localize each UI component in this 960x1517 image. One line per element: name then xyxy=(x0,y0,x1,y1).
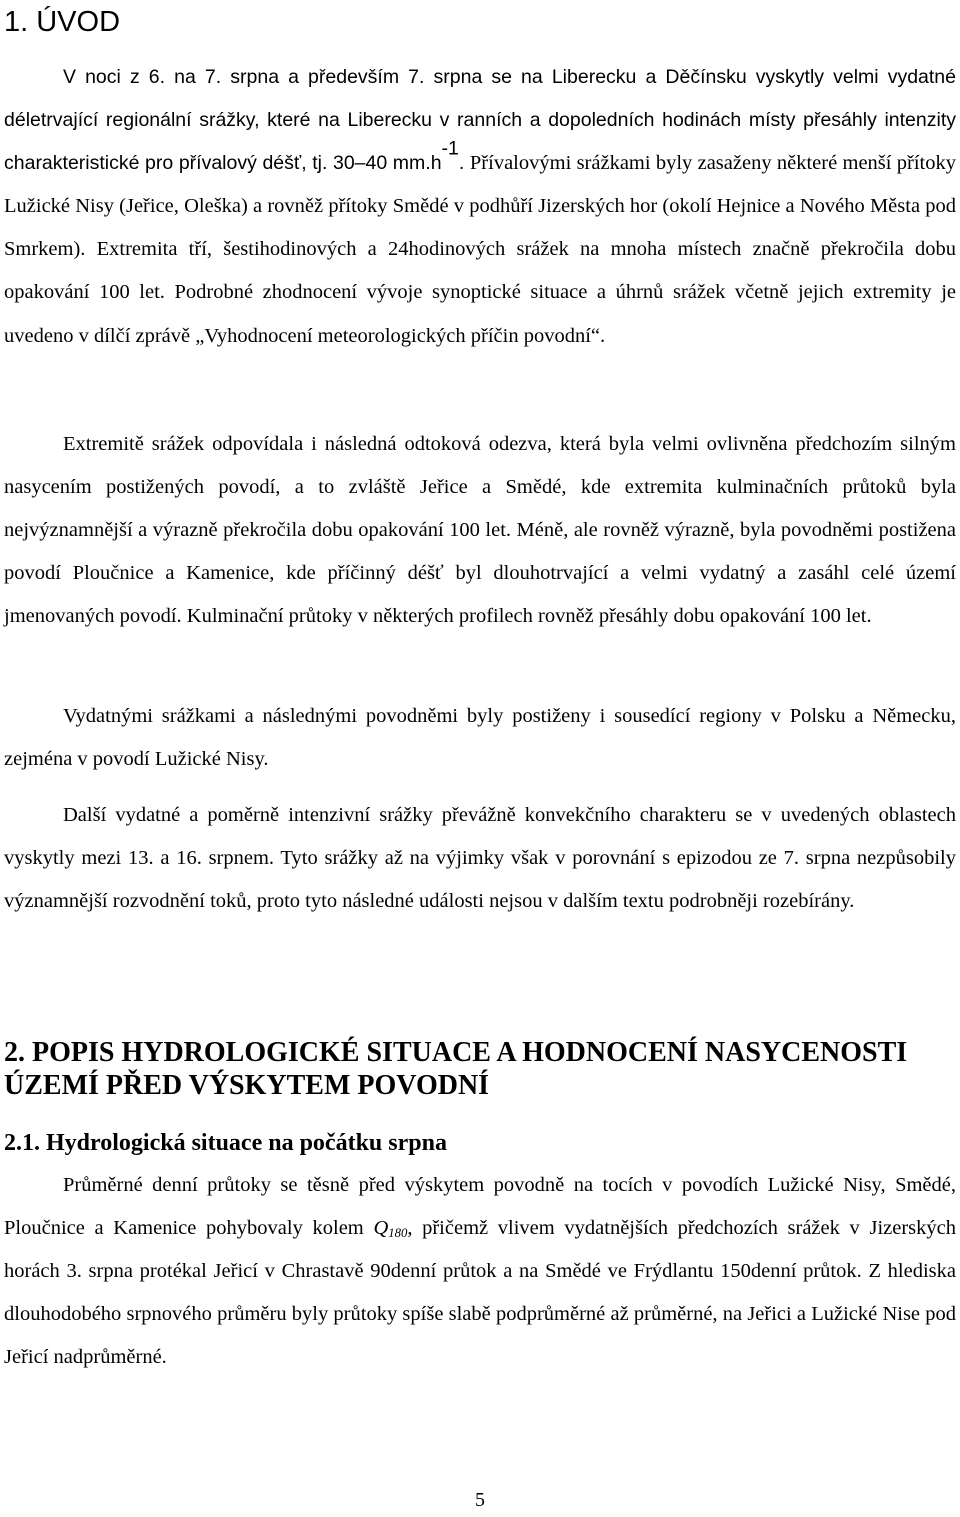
paragraph-mean-discharges xyxy=(4,1164,956,1379)
subsection-heading-august: 2.1. Hydrologická situace na počátku srpna xyxy=(4,1130,447,1156)
paragraph-discharges-part1: Průměrné denní průtoky se těsně před výskytem povodně na tocích v povodích Lužické Nisy, Smědé, Ploučnice a Kamenice pohybovaly kolem xyxy=(4,1174,956,1240)
unit-exponent: -1 xyxy=(441,137,459,160)
paragraph-runoff-response: Extremitě srážek odpovídala i následná odtoková odezva, která byla velmi ovlivněna předchozím silným nasycením postižených povodí, a to zvláště Jeřice a Smědé, kde extremita kulminačních průtoků byla nejvýznamnější a výrazně překročila dobu opakování 100 let. Méně, ale rovněž výrazně, byla povodněmi postižena povodí Ploučnice a Kamenice, kde příčinný déšť byl dlouhotrvající a velmi vydatný a zasáhl celé území jmenovaných povodí. Kulminační průtoky v některých profilech rovněž přesáhly dobu opakování 100 let. xyxy=(4,433,956,628)
paragraph-intro-part2: Přívalovými srážkami byly zasaženy některé menší přítoky Lužické Nisy (Jeřice, Oleška) a rovněž přítoky Smědé v podhůří Jizerských hor (okolí Hejnice a Nového Města pod Smrkem). Extremita tří, šestihodinových a 24hodinových srážek na mnoha místech značně překročila dobu opakování 100 let. Podrobné zhodnocení vývoje synoptické situace a úhrnů srážek včetně jejich extremity je uvedeno v dílčí zprávě „Vyhodnocení meteorologických příčin povodní“. xyxy=(4,152,956,347)
section-heading-hydrology: 2. POPIS HYDROLOGICKÉ SITUACE A HODNOCENÍ NASYCENOSTI ÚZEMÍ PŘED VÝSKYTEM POVODNÍ xyxy=(4,1037,908,1101)
paragraph-neighbouring-regions: Vydatnými srážkami a následnými povodněmi byly postiženy i sousedící regiony v Polsku a Německu, zejména v povodí Lužické Nisy. xyxy=(4,705,956,771)
discharge-subscript: 180 xyxy=(388,1226,408,1241)
paragraph-intro-part1: V noci z 6. na 7. srpna a především 7. srpna se na Liberecku a Děčínsku vyskytly velmi vydatné déletrvající regionální srážky, které na Liberecku v ranních a dopoledních hodinách místy přesáhly intenzity charakteristické pro přívalový déšť, tj. 30–40 mm.h xyxy=(4,66,956,175)
paragraph-intro xyxy=(4,56,956,358)
section-heading-uvod: 1. ÚVOD xyxy=(4,6,121,38)
paragraph-later-rainfall: Další vydatné a poměrně intenzivní srážky převážně konvekčního charakteru se v uvedených oblastech vyskytly mezi 13. a 16. srpnem. Tyto srážky až na výjimky však v porovnání s epizodou ze 7. srpna nezpůsobily významnější rozvodnění toků, proto tyto následné události nejsou v dalším textu podrobněji rozebírány. xyxy=(4,804,956,913)
page-number: 5 xyxy=(475,1489,485,1511)
paragraph-discharges-part2: , přičemž vlivem vydatnějších předchozích srážek v Jizerských horách 3. srpna protékal Jeřicí v Chrastavě 90denní průtok a na Smědé ve Frýdlantu 150denní průtok. Z hlediska dlouhodobého srpnového průměru byly průtoky spíše slabě podprůměrné až průměrné, na Jeřici a Lužické Nise pod Jeřicí nadprůměrné. xyxy=(4,1217,956,1369)
discharge-symbol: Q xyxy=(373,1217,389,1240)
paragraph-intro-period: . xyxy=(458,152,470,175)
